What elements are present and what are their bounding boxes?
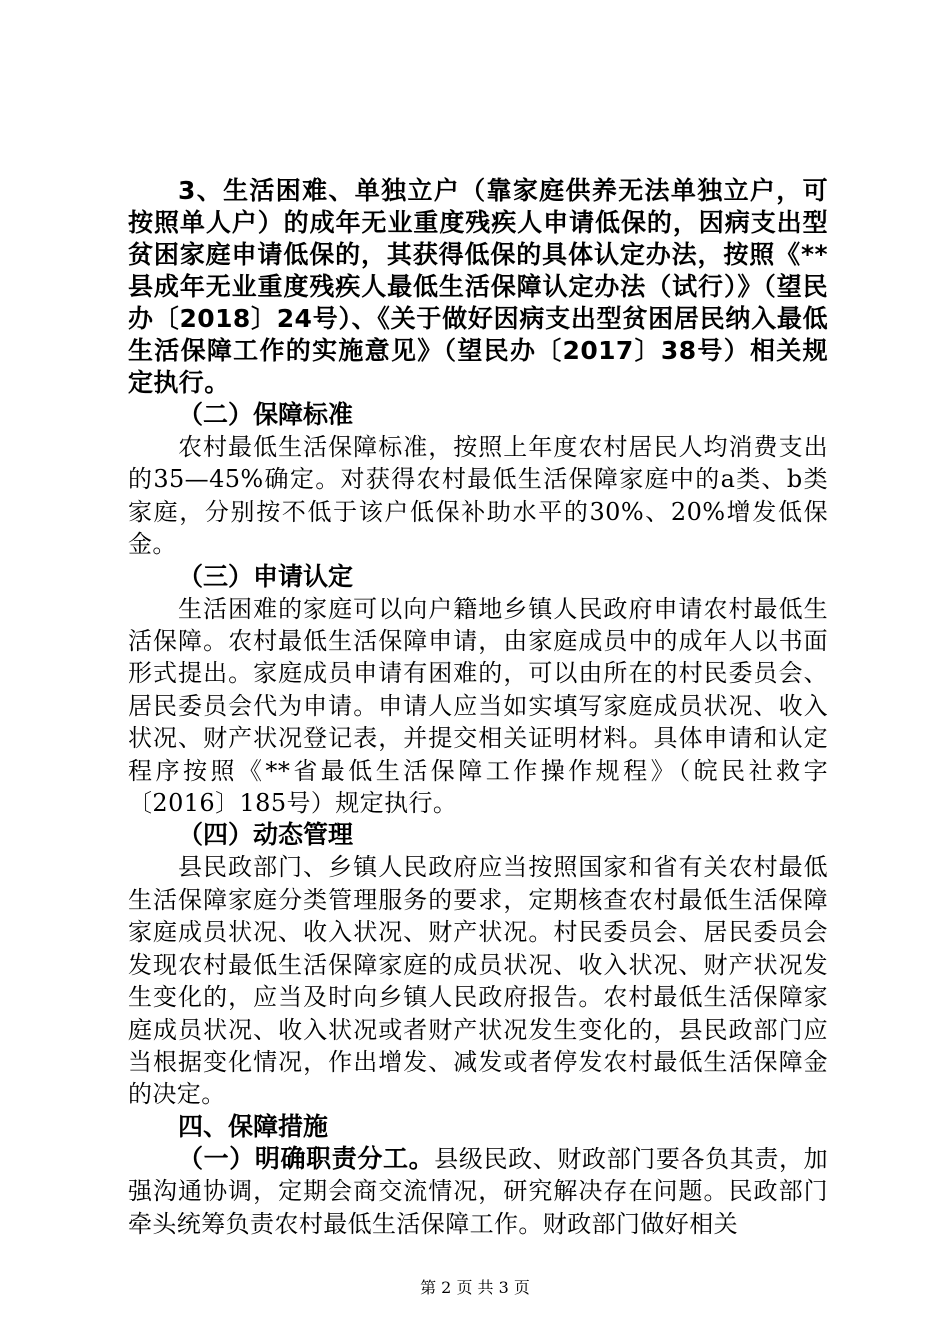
heading-guarantee-standard: （二）保障标准 [178,400,354,429]
paragraph-guarantee-standard: 农村最低生活保障标准，按照上年度农村居民人均消费支出的35—45%确定。对获得农村最低生活保障家庭中的a类、b类家庭，分别按不低于该户低保补助水平的30%、20%增发低保金。 [128,433,828,559]
paragraph-item-3: 3、生活困难、单独立户（靠家庭供养无法单独立户，可按照单人户）的成年无业重度残疾人申请低保的，因病支出型贫困家庭申请低保的，其获得低保的具体认定办法，按照《**县成年无业重度残疾人最低生活保障认定办法（试行）》（望民办〔2018〕24号）、《关于做好因病支出型贫困居民纳入最低生活保障工作的实施意见》（望民办〔2017〕38号）相关规定执行。 [128,176,828,397]
measure-1-text: 县级民政、财政部门要各负其责，加强沟通协调，定期会商交流情况，研究解决存在问题。民政部门牵头统筹负责农村最低生活保障工作。财政部门做好相关 [128,1144,828,1238]
paragraph-dynamic-management: 县民政部门、乡镇人民政府应当按照国家和省有关农村最低生活保障家庭分类管理服务的要求，定期核查农村最低生活保障家庭成员状况、收入状况、财产状况。村民委员会、居民委员会发现农村最低生活保障家庭的成员状况、收入状况、财产状况发生变化的，应当及时向乡镇人民政府报告。农村最低生活保障家庭成员状况、收入状况或者财产状况发生变化的，县民政部门应当根据变化情况，作出增发、减发或者停发农村最低生活保障金的决定。 [128,853,828,1109]
document-body [128,175,828,1240]
heading-section-4: 四、保障措施 [178,1111,329,1141]
heading-application: （三）申请认定 [178,561,354,591]
paragraph-application: 生活困难的家庭可以向户籍地乡镇人民政府申请农村最低生活保障。农村最低生活保障申请，由家庭成员中的成年人以书面形式提出。家庭成员申请有困难的，可以由所在的村民委员会、居民委员会代为申请。申请人应当如实填写家庭成员状况、收入状况、财产状况登记表，并提交相关证明材料。具体申请和认定程序按照《**省最低生活保障工作操作规程》（皖民社救字〔2016〕185号）规定执行。 [128,594,828,818]
paragraph-measure-1 [128,1143,828,1240]
measure-1-lead: （一）明确职责分工。 [178,1143,435,1173]
heading-dynamic-management: （四）动态管理 [178,820,354,850]
page-footer: 第 2 页 共 3 页 [420,1278,530,1297]
